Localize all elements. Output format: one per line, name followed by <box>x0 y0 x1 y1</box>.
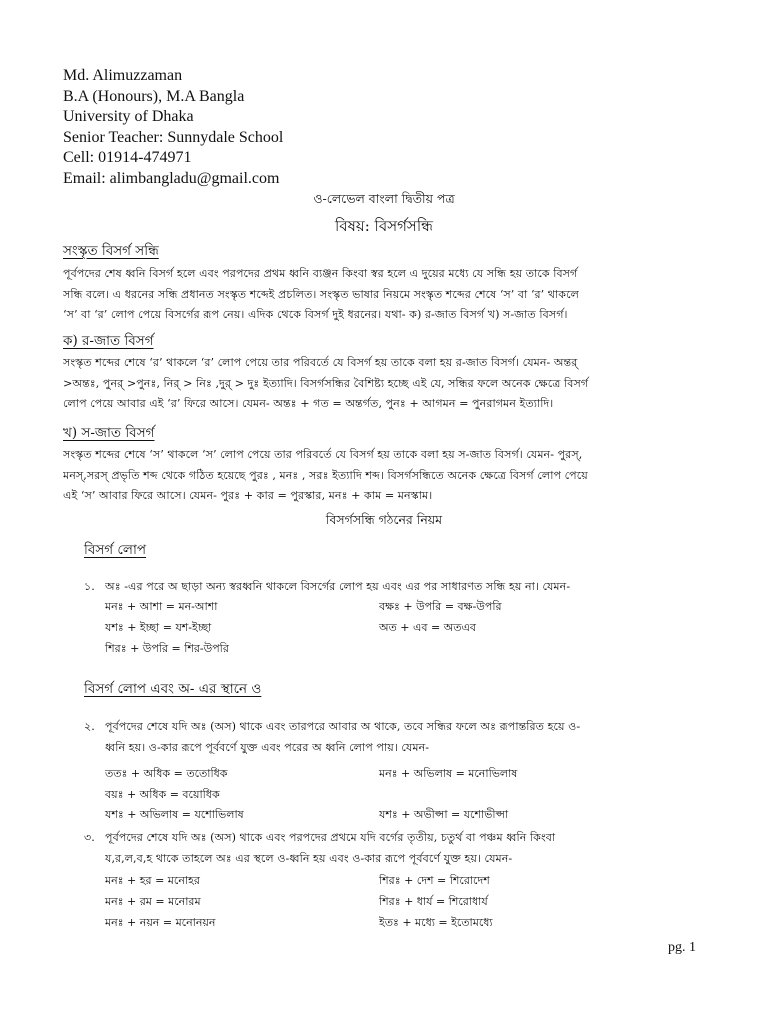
paragraph-line: সংস্কৃত শব্দের শেষে ‘র’ থাকলে ‘র’ লোপ পেয়ে তার পরিবর্তে যে বিসর্গ হয় তাকে বলা হয় র-জাত বিসর্গ। যেমন- অন্তর্ <box>63 356 578 369</box>
paragraph-line: >অন্তঃ, পুনর্ >পুনঃ, নির্ > নিঃ ,দুর্ > দুঃ ইত্যাদি। বিসর্গসন্ধির বৈশিষ্ট্য হচ্ছে এই যে, সন্ধির ফলে অনেক ক্ষেত্রে বিসর্গ <box>63 376 589 390</box>
rule-line: পূর্বপদের শেষে যদি অঃ (অস) থাকে এবং তারপরে আবার অ থাকে, তবে সন্ধির ফলে অঃ রূপান্তরিত হয়ে ও- <box>105 720 581 733</box>
section-paragraph-r-bisarga <box>63 353 711 415</box>
paragraph-line: সংস্কৃত শব্দের শেষে ‘স’ থাকলে ‘স’ লোপ পেয়ে তার পরিবর্তে যে বিসর্গ হয় তাকে বলা হয় স-জাত বিসর্গ। যেমন- পুরস্, <box>63 448 583 461</box>
section-paragraph-s-bisarga <box>63 445 711 507</box>
rule-text <box>105 576 715 597</box>
author-email: Email: alimbangladu@gmail.com <box>63 169 280 187</box>
example-item: মনঃ + রম = মনোরম <box>105 895 201 908</box>
section-paragraph-intro <box>63 264 711 326</box>
paragraph-line: ‘স’ বা ‘র’ লোপ পেয়ে বিসর্গের রূপ নেয়। এদিক থেকে বিসর্গ দুই ধরনের। যথা- ক) র-জাত বিসর্গ খ) স-জাত বিসর্গ। <box>63 308 568 322</box>
example-item: যশঃ + অভীপ্সা = যশোভীপ্সা <box>379 808 509 821</box>
paragraph-line: সন্ধি বলে। এ ধরনের সন্ধি প্রধানত সংস্কৃত শব্দেই প্রচলিত। সংস্কৃত ভাষার নিয়মে সংস্কৃত শব্দের শেষে ‘স’ বা ‘র’ থাকলে <box>63 287 579 301</box>
heading-bisarga-lop-o: বিসর্গ লোপ এবং অ- এর স্থানে ও <box>84 681 262 697</box>
example-item: মনঃ + অভিলাষ = মনোভিলাষ <box>379 767 518 780</box>
section-heading-sanskrit-bisarga: সংস্কৃত বিসর্গ সন্ধি <box>63 243 159 259</box>
author-cell: Cell: 01914-474971 <box>63 149 192 167</box>
rule-number: ৩. <box>84 831 95 844</box>
rule-line: ধ্বনি হয়। ও-কার রূপে পূর্ববর্ণে যুক্ত এবং পরের অ ধ্বনি লোপ পায়। যেমন- <box>105 741 430 754</box>
example-item: শিরঃ + ধার্য = শিরোধার্য <box>379 895 488 908</box>
page-number: pg. 1 <box>668 940 696 955</box>
document-subtitle: ও-লেভেল বাংলা দ্বিতীয় পত্র <box>313 191 455 206</box>
example-item: মনঃ + নয়ন = মনোনয়ন <box>105 916 216 929</box>
author-name: Md. Alimuzzaman <box>63 67 183 84</box>
rule-line: অঃ -এর পরে অ ছাড়া অন্য স্বরধ্বনি থাকলে বিসর্গের লোপ হয় এবং এর পর সাধারণত সন্ধি হয় না। যেমন- <box>105 580 571 593</box>
example-item: বয়ঃ + অধিক = বয়োধিক <box>105 788 220 801</box>
rule-number: ১. <box>84 580 95 593</box>
example-item: শিরঃ + দেশ = শিরোদেশ <box>379 874 490 887</box>
paragraph-line: এই ‘স’ আবার ফিরে আসে। যেমন- পুরঃ + কার = পুরস্কার, মনঃ + কাম = মনস্কাম। <box>63 489 433 503</box>
rule-line: য,র,ল,ব,হ থাকে তাহলে অঃ এর স্থলে ও-ধ্বনি হয় এবং ও-কার রূপে পূর্ববর্ণে যুক্ত হয়। যেমন- <box>105 852 513 865</box>
section-heading-r-bisarga: ক) র-জাত বিসর্গ <box>63 333 154 349</box>
author-position: Senior Teacher: Sunnydale School <box>63 128 284 146</box>
example-item: যশঃ + ইচ্ছা = যশ-ইচ্ছা <box>105 621 212 634</box>
example-item: মনঃ + হর = মনোহর <box>105 874 200 887</box>
example-item: বক্ষঃ + উপরি = বক্ষ-উপরি <box>379 600 502 613</box>
author-university: University of Dhaka <box>63 108 194 126</box>
author-header <box>63 66 283 190</box>
rule-text <box>105 716 715 758</box>
example-item: ততঃ + অধিক = ততোধিক <box>105 767 228 780</box>
paragraph-line: মনস্,সরস্ প্রভৃতি শব্দ থেকে গঠিত হয়েছে পুরঃ , মনঃ , সরঃ ইত্যাদি শব্দ। বিসর্গসন্ধিতে অনেক ক্ষেত্রে বিসর্গ লোপ পেয়ে <box>63 468 588 482</box>
heading-bisarga-lop: বিসর্গ লোপ <box>84 542 147 558</box>
author-degree: B.A (Honours), M.A Bangla <box>63 87 245 105</box>
paragraph-line: লোপ পেয়ে আবার এই ‘র’ ফিরে আসে। যেমন- অন্তঃ + গত = অন্তর্গত, পুনঃ + আগমন = পুনরাগমন ইত্যাদি। <box>63 397 554 411</box>
example-item: যশঃ + অভিলাষ = যশোভিলাষ <box>105 808 244 821</box>
rules-title: বিসর্গসন্ধি গঠনের নিয়ম <box>325 512 443 527</box>
example-item: অত + এব = অতএব <box>379 621 476 634</box>
example-item: মনঃ + আশা = মন-আশা <box>105 600 218 613</box>
rule-text <box>105 827 715 869</box>
rule-line: পূর্বপদের শেষে যদি অঃ (অস) থাকে এবং পরপদের প্রথমে যদি বর্গের তৃতীয়, চতুর্থ বা পঞ্চম ধ্বনি কিংবা <box>105 831 556 844</box>
document-title: বিষয়: বিসর্গসন্ধি <box>334 217 434 235</box>
section-heading-s-bisarga: খ) স-জাত বিসর্গ <box>63 425 155 441</box>
paragraph-line: পূর্বপদের শেষ ধ্বনি বিসর্গ হলে এবং পরপদের প্রথম ধ্বনি ব্যঞ্জন কিংবা স্বর হলে এ দুয়ের মধ্যে যে সন্ধি হয় তাকে বিসর্গ <box>63 267 578 280</box>
rule-number: ২. <box>84 720 95 733</box>
example-item: শিরঃ + উপরি = শির-উপরি <box>105 642 229 655</box>
example-item: ইতঃ + মধ্যে = ইতোমধ্যে <box>379 916 493 929</box>
